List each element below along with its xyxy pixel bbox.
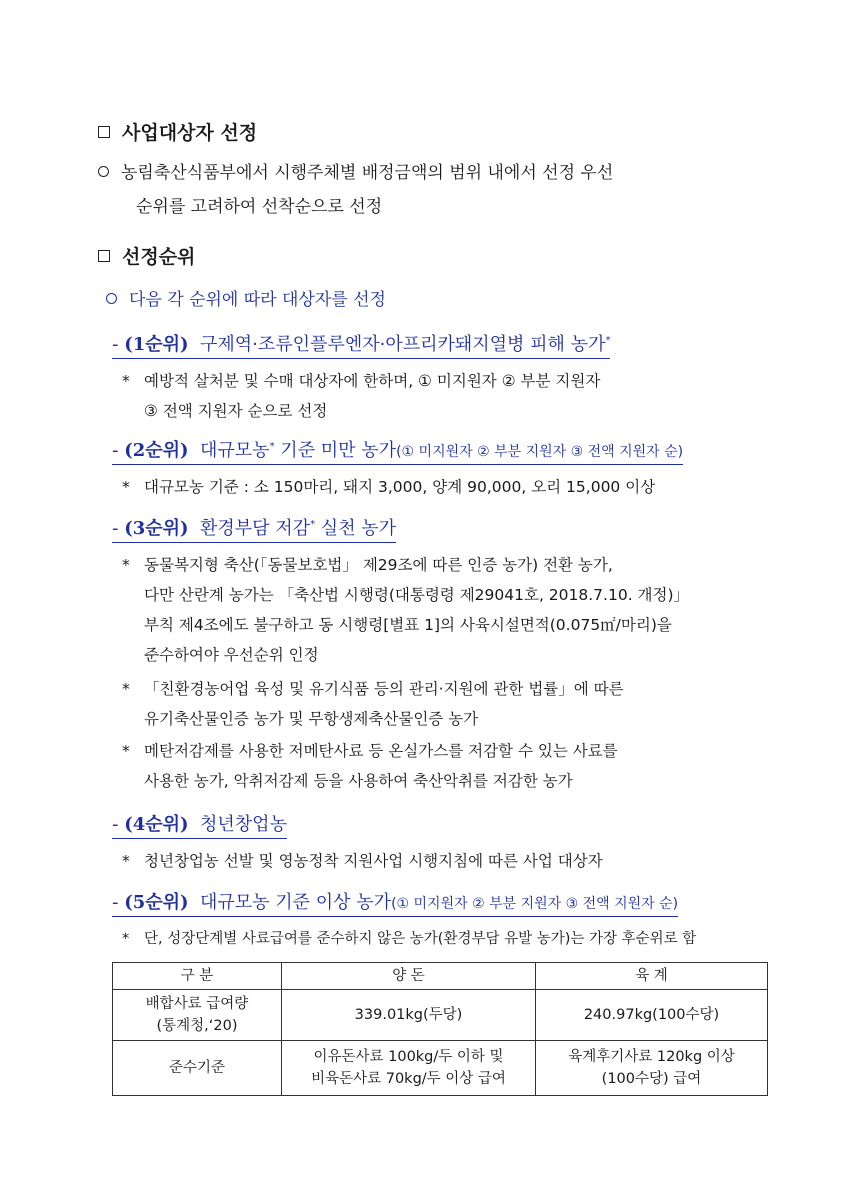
rank-3-heading: - (3순위) 환경부담 저감* 실천 농가 xyxy=(112,514,396,543)
rank-5-note: * 단, 성장단계별 사료급여를 준수하지 않은 농가(환경부담 유발 농가)는 가장 후순위로 함 xyxy=(122,931,697,947)
rank-5-heading: - (5순위) 대규모농 기준 이상 농가(① 미지원자 ② 부분 지원자 ③ 전액 지원자 순) xyxy=(112,888,678,917)
checkbox-square-icon xyxy=(98,250,110,262)
table-row xyxy=(113,990,768,1041)
table-header-cell: 구 분 xyxy=(113,963,282,990)
table-cell: 배합사료 급여량 (통계청,‘20) xyxy=(113,990,282,1041)
rank-3-note-organic: * 「친환경농어업 육성 및 유기식품 등의 관리·지원에 관한 법률」에 따른 유기축산물인증 농가 및 무항생제축산물인증 농가 xyxy=(122,680,624,728)
table-header-cell: 양 돈 xyxy=(282,963,536,990)
table-cell: 339.01kg(두당) xyxy=(282,990,536,1041)
circle-bullet-icon xyxy=(106,293,117,304)
table-header-cell: 육 계 xyxy=(536,963,768,990)
rank-1-heading: - (1순위) 구제역·조류인플루엔자·아프리카돼지열병 피해 농가* xyxy=(112,330,610,359)
table-cell: 이유돈사료 100kg/두 이하 및 비육돈사료 70kg/두 이상 급여 xyxy=(282,1041,536,1096)
table-cell: 240.97kg(100수당) xyxy=(536,990,768,1041)
circle-bullet-icon xyxy=(98,166,109,177)
priority-intro: 다음 각 순위에 따라 대상자를 선정 xyxy=(106,285,386,315)
table-cell: 준수기준 xyxy=(113,1041,282,1096)
rank-3-note-methane: * 메탄저감제를 사용한 저메탄사료 등 온실가스를 저감할 수 있는 사료를 사용한 농가, 악취저감제 등을 사용하여 축산악취를 저감한 농가 xyxy=(122,742,618,790)
rank-4-heading: - (4순위) 청년창업농 xyxy=(112,810,287,839)
rank-2-heading: - (2순위) 대규모농* 기준 미만 농가(① 미지원자 ② 부분 지원자 ③ 전액 지원자 순) xyxy=(112,436,683,465)
rank-3-note-animal-welfare: * 동물복지형 축산(「동물보호법」 제29조에 따른 인증 농가) 전환 농가, 다만 산란계 농가는 「축산법 시행령(대통령령 제29041호, 2018.7.10. 개정)」 부칙 제4조에도 불구하고 동 시행령[별표 1]의 사육시설면적(0.075㎡/마리)을 준수하여야 우선순위 인정 xyxy=(122,556,690,664)
rank-4-note: * 청년창업농 선발 및 영농정착 지원사업 시행지침에 따른 사업 대상자 xyxy=(122,852,603,870)
section-title-priority: 선정순위 xyxy=(98,242,195,269)
table-header-row xyxy=(113,963,768,990)
table-row xyxy=(113,1041,768,1096)
rank-2-note: * 대규모농 기준 : 소 150마리, 돼지 3,000, 양계 90,000, 오리 15,000 이상 xyxy=(122,478,656,496)
section-title-selection: 사업대상자 선정 xyxy=(98,118,257,145)
checkbox-square-icon xyxy=(98,126,110,138)
selection-paragraph: 농림축산식품부에서 시행주체별 배정금액의 범위 내에서 선정 우선 순위를 고려하여 선착순으로 선정 xyxy=(98,158,613,222)
table-cell: 육계후기사료 120kg 이상 (100수당) 급여 xyxy=(536,1041,768,1096)
rank-1-note: * 예방적 살처분 및 수매 대상자에 한하며, ① 미지원자 ② 부분 지원자 ③ 전액 지원자 순으로 선정 xyxy=(122,372,601,420)
feed-standard-table xyxy=(112,962,768,1096)
